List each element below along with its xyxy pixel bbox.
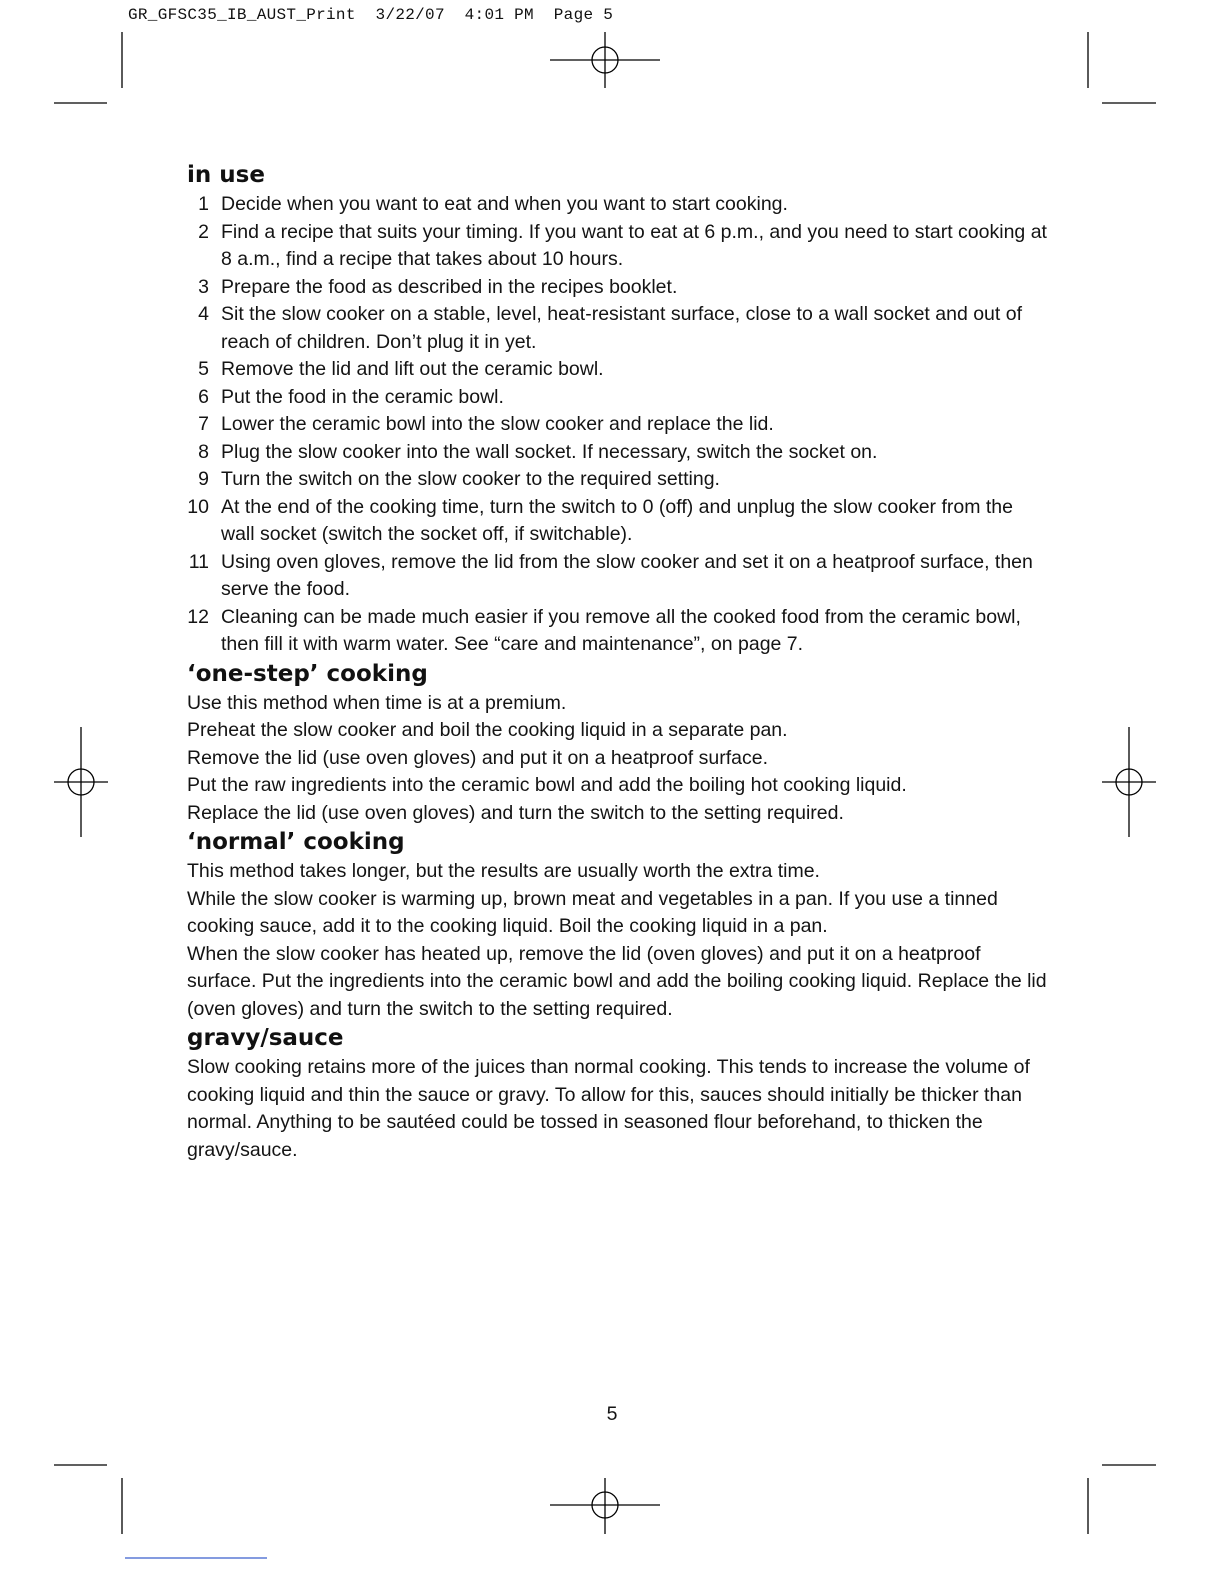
step-item bbox=[187, 191, 1047, 219]
one-step-line: Replace the lid (use oven gloves) and turn the switch to the setting required. bbox=[187, 801, 844, 824]
in-use-steps bbox=[187, 191, 1047, 659]
step-text: Turn the switch on the slow cooker to the required setting. bbox=[221, 468, 720, 490]
one-step-line: Put the raw ingredients into the ceramic bowl and add the boiling hot cooking liquid. bbox=[187, 774, 907, 796]
normal-paragraph: When the slow cooker has heated up, remove the lid (oven gloves) and put it on a heatproof surface. Put the ingredients into the ceramic bowl and add the boiling cooking liquid. Replace the lid (oven gloves) and turn the switch to the setting required. bbox=[187, 942, 1047, 1020]
step-number: 9 bbox=[198, 468, 209, 490]
step-number: 1 bbox=[198, 193, 209, 215]
step-item bbox=[187, 439, 1047, 467]
step-text: Prepare the food as described in the recipes booklet. bbox=[221, 275, 678, 298]
step-item bbox=[187, 411, 1047, 439]
step-text: Cleaning can be made much easier if you remove all the cooked food from the ceramic bowl, then fill it with warm water. See “care and maintenance”, on page 7. bbox=[221, 605, 1021, 655]
step-item bbox=[187, 494, 1047, 549]
one-step-heading: ‘one-step’ cooking bbox=[187, 660, 428, 687]
step-item bbox=[187, 466, 1047, 494]
step-number: 4 bbox=[198, 303, 209, 325]
normal-paragraph: While the slow cooker is warming up, brown meat and vegetables in a pan. If you use a tinned cooking sauce, add it to the cooking liquid. Boil the cooking liquid in a pan. bbox=[187, 887, 998, 937]
step-number: 8 bbox=[198, 440, 209, 463]
step-item bbox=[187, 549, 1047, 604]
step-number: 3 bbox=[198, 275, 209, 298]
one-step-line: Preheat the slow cooker and boil the cooking liquid in a separate pan. bbox=[187, 719, 788, 741]
normal-heading: ‘normal’ cooking bbox=[187, 829, 405, 855]
step-number: 7 bbox=[198, 413, 209, 435]
step-number: 11 bbox=[188, 550, 209, 573]
step-item bbox=[187, 274, 1047, 302]
step-number: 10 bbox=[187, 495, 209, 518]
step-item bbox=[187, 301, 1047, 356]
one-step-line: Use this method when time is at a premium. bbox=[187, 691, 567, 714]
step-text: Lower the ceramic bowl into the slow cooker and replace the lid. bbox=[221, 413, 774, 435]
gravy-heading: gravy/sauce bbox=[187, 1025, 344, 1051]
step-text: Put the food in the ceramic bowl. bbox=[221, 385, 504, 408]
step-text: Sit the slow cooker on a stable, level, heat-resistant surface, close to a wall socket and out of reach of children. Don’t plug it in yet. bbox=[221, 303, 1023, 353]
step-number: 5 bbox=[198, 358, 209, 380]
print-slug: GR_GFSC35_IB_AUST_Print 3/22/07 4:01 PM Page 5 bbox=[128, 6, 614, 24]
page-number: 5 bbox=[606, 1403, 618, 1425]
step-item bbox=[187, 604, 1047, 659]
manual-page-content bbox=[187, 160, 1047, 1164]
step-text: Using oven gloves, remove the lid from the slow cooker and set it on a heatproof surface, then serve the food. bbox=[221, 550, 1033, 600]
step-text: Plug the slow cooker into the wall socket. If necessary, switch the socket on. bbox=[221, 440, 878, 463]
step-number: 12 bbox=[187, 605, 209, 628]
step-text: Find a recipe that suits your timing. If you want to eat at 6 p.m., and you need to start cooking at 8 a.m., find a recipe that takes about 10 hours. bbox=[221, 220, 1047, 270]
step-number: 2 bbox=[198, 220, 209, 243]
step-text: At the end of the cooking time, turn the switch to 0 (off) and unplug the slow cooker from the wall socket (switch the socket off, if switchable). bbox=[221, 495, 1013, 545]
gravy-paragraph: Slow cooking retains more of the juices than normal cooking. This tends to increase the volume of cooking liquid and thin the sauce or gravy. To allow for this, sauces should initially be thicker than normal. Anything to be sautéed could be tossed in seasoned flour beforehand, to thicken the gravy/sauce. bbox=[187, 1056, 1030, 1161]
step-item bbox=[187, 356, 1047, 384]
step-item bbox=[187, 219, 1047, 274]
step-text: Remove the lid and lift out the ceramic bowl. bbox=[221, 358, 604, 380]
step-number: 6 bbox=[198, 385, 209, 408]
step-item bbox=[187, 384, 1047, 412]
normal-paragraph: This method takes longer, but the results are usually worth the extra time. bbox=[187, 860, 820, 882]
one-step-line: Remove the lid (use oven gloves) and put it on a heatproof surface. bbox=[187, 746, 769, 769]
in-use-heading: in use bbox=[187, 162, 265, 188]
step-text: Decide when you want to eat and when you want to start cooking. bbox=[221, 193, 788, 215]
